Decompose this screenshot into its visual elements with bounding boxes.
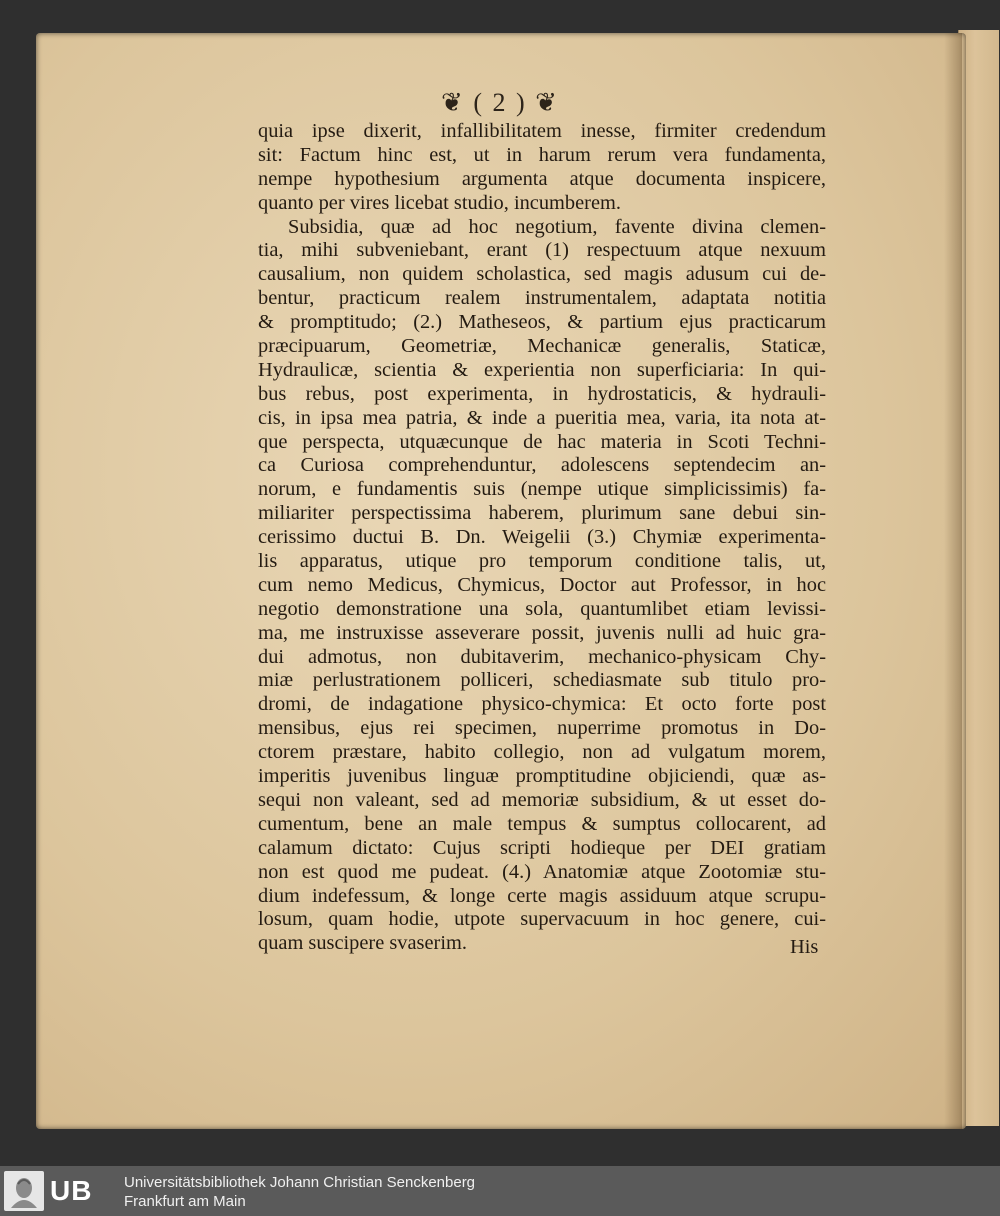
logo-text: UB xyxy=(50,1175,93,1206)
text-line: lis apparatus, utique pro temporum conditione talis, ut, xyxy=(258,550,826,573)
portrait-emblem-icon xyxy=(4,1171,44,1211)
text-line: ctorem præstare, habito collegio, non ad vulgatum morem, xyxy=(258,741,826,764)
text-line: sit: Factum hinc est, ut in harum rerum vera fundamenta, xyxy=(258,143,826,166)
text-line: bentur, practicum realem instrumentalem, adaptata notitia xyxy=(258,287,826,310)
library-name: Universitätsbibliothek Johann Christian Senckenberg xyxy=(124,1174,476,1191)
text-line: cerissimo ductui B. Dn. Weigelii (3.) Chymiæ experimenta- xyxy=(258,526,826,549)
footer-bar xyxy=(0,1166,1000,1216)
text-line: dromi, de indagatione physico-chymica: Et octo forte post xyxy=(258,693,826,716)
text-line: norum, e fundamentis suis (nempe utique simplicissimis) fa- xyxy=(258,478,826,501)
text-line: Hydraulicæ, scientia & experientia non superficiaria: In qui- xyxy=(258,358,826,381)
text-line: negotio demonstratione una sola, quantumlibet etiam levissi- xyxy=(258,597,826,620)
text-line: cumentum, bene an male tempus & sumptus collocarent, ad xyxy=(258,812,826,835)
text-line: & promptitudo; (2.) Matheseos, & partium ejus practicarum xyxy=(258,311,826,334)
page-header: ❦ ( 2 ) ❦ xyxy=(441,88,559,117)
text-line: bus rebus, post experimenta, in hydrostaticis, & hydrauli- xyxy=(258,382,826,405)
text-line: dium indefessum, & longe certe magis assiduum atque scrupu- xyxy=(258,884,826,907)
library-logo[interactable] xyxy=(4,1171,116,1211)
text-line: calamum dictato: Cujus scripti hodieque per DEI gratiam xyxy=(258,836,826,859)
text-line: quanto per vires licebat studio, incumberem. xyxy=(258,191,621,214)
text-line: ma, me instruxisse asseverare possit, juvenis nulli ad huic gra- xyxy=(258,621,826,644)
library-city: Frankfurt am Main xyxy=(124,1193,246,1210)
text-line: quia ipse dixerit, infallibilitatem inesse, firmiter credendum xyxy=(258,120,826,142)
text-line: losum, quam hodie, utpote supervacuum in hoc genere, cui- xyxy=(258,908,826,931)
spine-shadow xyxy=(944,33,962,1129)
text-line: miæ perlustrationem polliceri, schediasmate sub titulo pro- xyxy=(258,669,826,692)
text-line: miliariter perspectissima haberem, plurimum sane debui sin- xyxy=(258,502,826,525)
text-line: dui admotus, non dubitaverim, mechanico-physicam Chy- xyxy=(258,645,826,668)
text-line: non est quod me pudeat. (4.) Anatomiæ atque Zootomiæ stu- xyxy=(258,860,826,883)
text-line: nempe hypothesium argumenta atque documenta inspicere, xyxy=(258,167,826,190)
body-text xyxy=(258,120,826,956)
text-line: cis, in ipsa mea patria, & inde a pueritia mea, varia, ita nota at- xyxy=(258,406,826,429)
text-line: præcipuarum, Geometriæ, Mechanicæ generalis, Staticæ, xyxy=(258,335,826,358)
text-line: imperitis juvenibus linguæ promptitudine objiciendi, quæ as- xyxy=(258,765,826,788)
text-line: cum nemo Medicus, Chymicus, Doctor aut Professor, in hoc xyxy=(258,573,826,596)
text-line: mensibus, ejus rei specimen, nuperrime promotus in Do- xyxy=(258,717,826,740)
text-line: causalium, non quidem scholastica, sed magis adusum cui de- xyxy=(258,263,826,286)
text-line: tia, mihi subveniebant, erant (1) respectuum atque nexuum xyxy=(258,239,826,262)
text-line: sequi non valeant, sed ad memoriæ subsidium, & ut esset do- xyxy=(258,788,826,811)
text-line: Subsidia, quæ ad hoc negotium, favente divina clemen- xyxy=(288,215,826,238)
library-credit xyxy=(124,1173,475,1211)
text-line: ca Curiosa comprehenduntur, adolescens septendecim an- xyxy=(258,454,826,477)
catchword: His xyxy=(790,936,819,958)
text-line: que perspecta, utquæcunque de hac materia in Scoti Techni- xyxy=(258,430,826,453)
text-line: quam suscipere svaserim. xyxy=(258,932,467,955)
